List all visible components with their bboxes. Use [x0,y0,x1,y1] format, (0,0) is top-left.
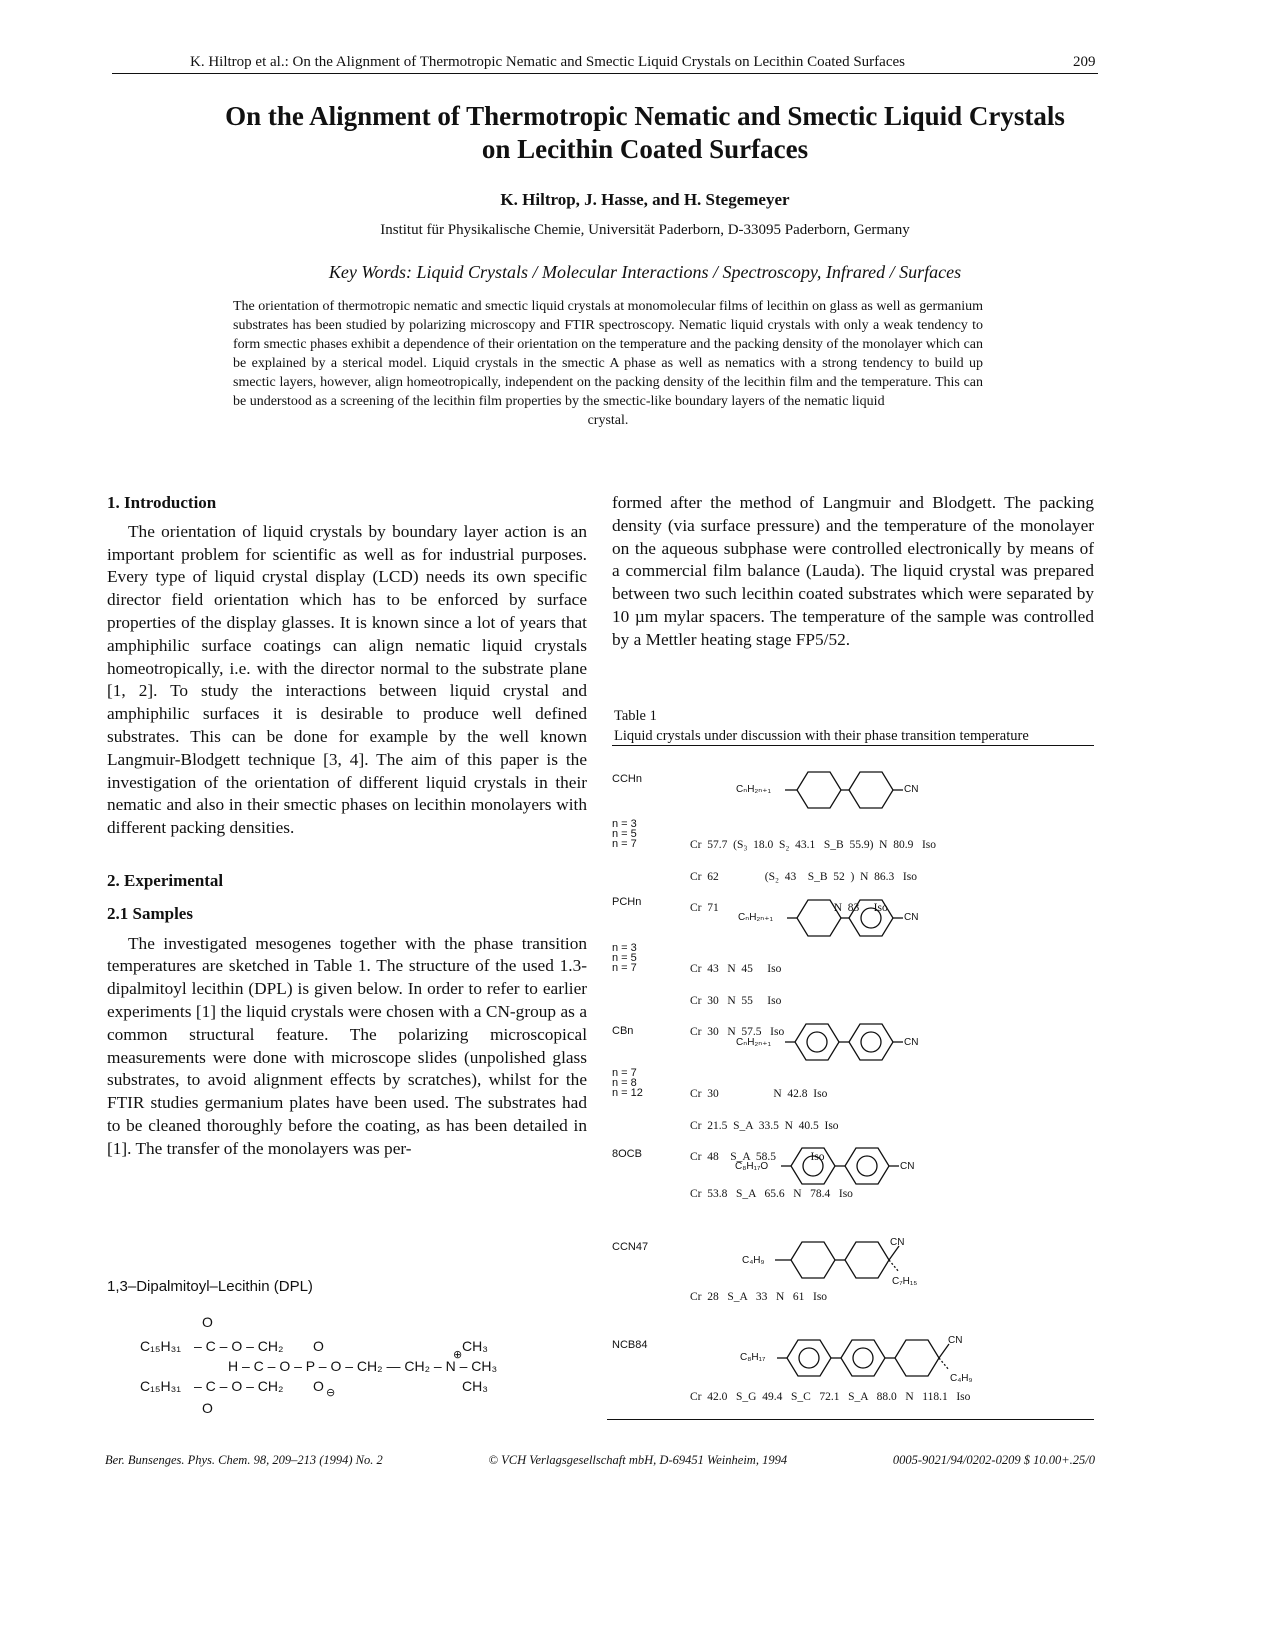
n-value: n = 8 [612,1077,637,1089]
cbn-structure [785,1024,903,1060]
dpl-o-bottom: O [202,1400,213,1416]
experimental-heading: 2. Experimental [107,870,224,890]
transition-row: Cr 30 N 55 Iso [690,994,782,1007]
transition-row: Cr 30 N 57.5 Iso [690,1026,785,1038]
intro-paragraph: The orientation of liquid crystals by boundary layer action is an important problem for scientific as well as for industrial purposes. Every type of liquid crystal display (LCD) needs its own specific director field orientation which has to be enforced by surface properties of the display glasses. It is known since a lot of years that amphiphilic surface coatings can align nematic liquid crystals homeotropically, i.e. with the director normal to the substrate plane [1, 2]. To study the interactions between liquid crystal and amphiphilic surfaces it is desirable to produce well defined substrates. This can be done for example by the well known Langmuir-Blodgett technique [3, 4]. The aim of this paper is the investigation of the orientation of different liquid crystals in their nematic and also in their smectic phases on lecithin monolayers with different packing densities. [107,521,587,838]
authors: K. Hiltrop, J. Hasse, and H. Stegemeyer [500,190,790,209]
n-value: n = 12 [612,1087,643,1099]
compound-name-ccn47: CCN47 [612,1241,649,1253]
n-value: n = 3 [612,942,637,954]
ncb84-left-group: C₈H₁₇ [740,1352,766,1363]
dpl-o-top: O [202,1314,213,1330]
dpl-row3: – C – O – CH₂ [194,1378,284,1394]
n-value: n = 3 [612,818,637,830]
n-value: n = 7 [612,962,637,974]
footer [105,1453,1095,1468]
abstract-end: crystal. [587,413,629,428]
transition-row: Cr 57.7 (S₃ 18.0 S₂ 43.1 S_B 55.9) N 80.9 Iso [690,839,937,851]
samples-heading: 2.1 Samples [107,903,193,923]
ccn47-structure [775,1242,899,1278]
abstract-text: The orientation of thermotropic nematic and smectic liquid crystals at monomolecular films of lecithin on glass as well as germanium substrates has been studied by polarizing microscopy and FTIR spectroscopy. Nematic liquid crystals with only a weak tendency to form smectic phases exhibit a dependence of their orientation on the temperature and the packing density of the monolayer which can be explained by a sterical model. Liquid crystals in the smectic A phase as well as nematics with a strong tendency to build up smectic layers, however, align homeotropically, independent on the packing density of the lecithin film and the temperature. This can be understood as a screening of the lecithin film properties by the smectic-like boundary layers of the nematic liquid [233,299,983,409]
compound-name-pchn: PCHn [612,896,642,908]
dpl-row2: H – C – O – P – O – CH₂ — CH₂ – N – CH₃ [228,1358,498,1374]
cchn-n-values [612,819,637,849]
ncb84-right-bottom-group: C₄H₉ [950,1373,973,1384]
pchn-right-group: CN [904,912,919,923]
table-bottom-rule [607,1419,1094,1420]
cbn-transitions [690,1068,839,1173]
title-line-2: on Lecithin Coated Surfaces [481,134,809,164]
pchn-left-group: CₙH₂ₙ₊₁ [738,912,773,923]
footer-publisher: © VCH Verlagsgesellschaft mbH, D-69451 Weinheim, 1994 [488,1453,788,1467]
affiliation: Institut für Physikalische Chemie, Universität Paderborn, D-33095 Paderborn, Germany [380,222,910,238]
pchn-n-values [612,943,637,973]
abstract [233,297,983,430]
footer-code: 0005-9021/94/0202-0209 $ 10.00+.25/0 [892,1453,1095,1467]
compound-name-cchn: CCHn [612,773,642,785]
ccn47-right-top-group: CN [890,1237,905,1248]
dpl-label: 1,3–Dipalmitoyl–Lecithin (DPL) [107,1278,313,1295]
dpl-structure [140,1314,540,1424]
dpl-ch3-bottom: CH₃ [462,1378,488,1394]
key-words: Key Words: Liquid Crystals / Molecular Interactions / Spectroscopy, Infrared / Surfaces [328,262,962,282]
cchn-structure [785,772,903,808]
running-header: K. Hiltrop et al.: On the Alignment of Thermotropic Nematic and Smectic Liquid Crystals on Lecithin Coated Surfaces [190,54,905,70]
cbn-n-values [612,1068,643,1098]
dpl-ch3-top: CH₃ [462,1338,488,1354]
compound-name-cbn: CBn [612,1025,634,1037]
8ocb-left-group: C₈H₁₇O [735,1161,769,1172]
page-number: 209 [1073,54,1096,70]
compound-name-8ocb: 8OCB [612,1148,642,1160]
table-label: Table 1 [614,708,657,724]
table-caption [614,706,1029,746]
n-value: n = 7 [612,838,637,850]
ncb84-structure [777,1340,949,1376]
cchn-right-group: CN [904,784,919,795]
dpl-o-negative: O [313,1378,324,1394]
ccn47-right-bottom-group: C₇H₁₅ [892,1276,918,1287]
samples-paragraph: The investigated mesogenes together with the phase transition temperatures are sketched in Table 1. The structure of the used 1.3-dipalmitoyl lecithin (DPL) is given below. In order to refer to earlier experiments [1] the liquid crystals were chosen with a CN-group as a common structural feature. The polarizing microscopical measurements were done with microscope slides (unpolished glass substrates, to avoid alignment effects by scratches), whilst for the FTIR studies germanium plates have been used. The substrates had to be cleaned thoroughly before the coating, as has been detailed in [1]. The transfer of the monolayers was per- [107,933,587,1158]
dpl-o-phosphate: O [313,1338,324,1354]
ncb84-right-top-group: CN [948,1335,963,1346]
left-column [107,492,587,1161]
methods-paragraph: formed after the method of Langmuir and Blodgett. The packing density (via surface pressure) and the temperature of the monolayer on the aqueous subphase were controlled electronically by means of a commercial film balance (Lauda). The liquid crystal was prepared between two such lecithin coated substrates which were separated by 10 µm mylar spacers. The temperature of the sample was controlled by a Mettler heating stage FP5/52. [612,493,1094,649]
transition-row: Cr 21.5 S_A 33.5 N 40.5 Iso [690,1119,839,1132]
right-column [612,492,1094,652]
ncb84-transitions: Cr 42.0 S_G 49.4 S_C 72.1 S_A 88.0 N 118.1 Iso [690,1391,971,1403]
header-rule [112,73,1098,74]
dpl-row1: – C – O – CH₂ [194,1338,284,1354]
cbn-left-group: CₙH₂ₙ₊₁ [736,1037,771,1048]
transition-row: Cr 48 S_A 58.5 Iso [690,1151,825,1163]
footer-journal: Ber. Bunsenges. Phys. Chem. 98, 209–213 (1994) No. 2 [105,1453,383,1467]
table-caption-text: Liquid crystals under discussion with their phase transition temperature [614,728,1029,744]
intro-heading: 1. Introduction [107,493,217,512]
transition-row: Cr 71 N 83 Iso [690,902,888,914]
n-value: n = 7 [612,1067,637,1079]
cbn-right-group: CN [904,1037,919,1048]
cchn-transitions [690,819,936,924]
transition-row: Cr 62 (S₂ 43 S_B 52 ) N 86.3 Iso [690,870,917,883]
dpl-c15-bottom: C₁₅H₃₁ [140,1378,182,1394]
dpl-c15-top: C₁₅H₃₁ [140,1338,182,1354]
transition-row: Cr 43 N 45 Iso [690,963,782,975]
n-value: n = 5 [612,828,637,840]
8ocb-transitions: Cr 53.8 S_A 65.6 N 78.4 Iso [690,1188,853,1200]
article-title [100,100,1190,166]
title-line-1: On the Alignment of Thermotropic Nematic and Smectic Liquid Crystals [225,101,1065,131]
ccn47-left-group: C₄H₉ [742,1255,765,1266]
dpl-minus-charge: ⊖ [326,1387,336,1399]
dpl-plus-charge: ⊕ [453,1349,463,1361]
table-top-rule [612,745,1094,746]
n-value: n = 5 [612,952,637,964]
pchn-transitions [690,943,784,1048]
8ocb-right-group: CN [900,1161,915,1172]
cchn-left-group: CₙH₂ₙ₊₁ [736,784,771,795]
compound-name-ncb84: NCB84 [612,1339,648,1351]
ccn47-transitions: Cr 28 S_A 33 N 61 Iso [690,1291,828,1303]
transition-row: Cr 30 N 42.8 Iso [690,1088,828,1100]
